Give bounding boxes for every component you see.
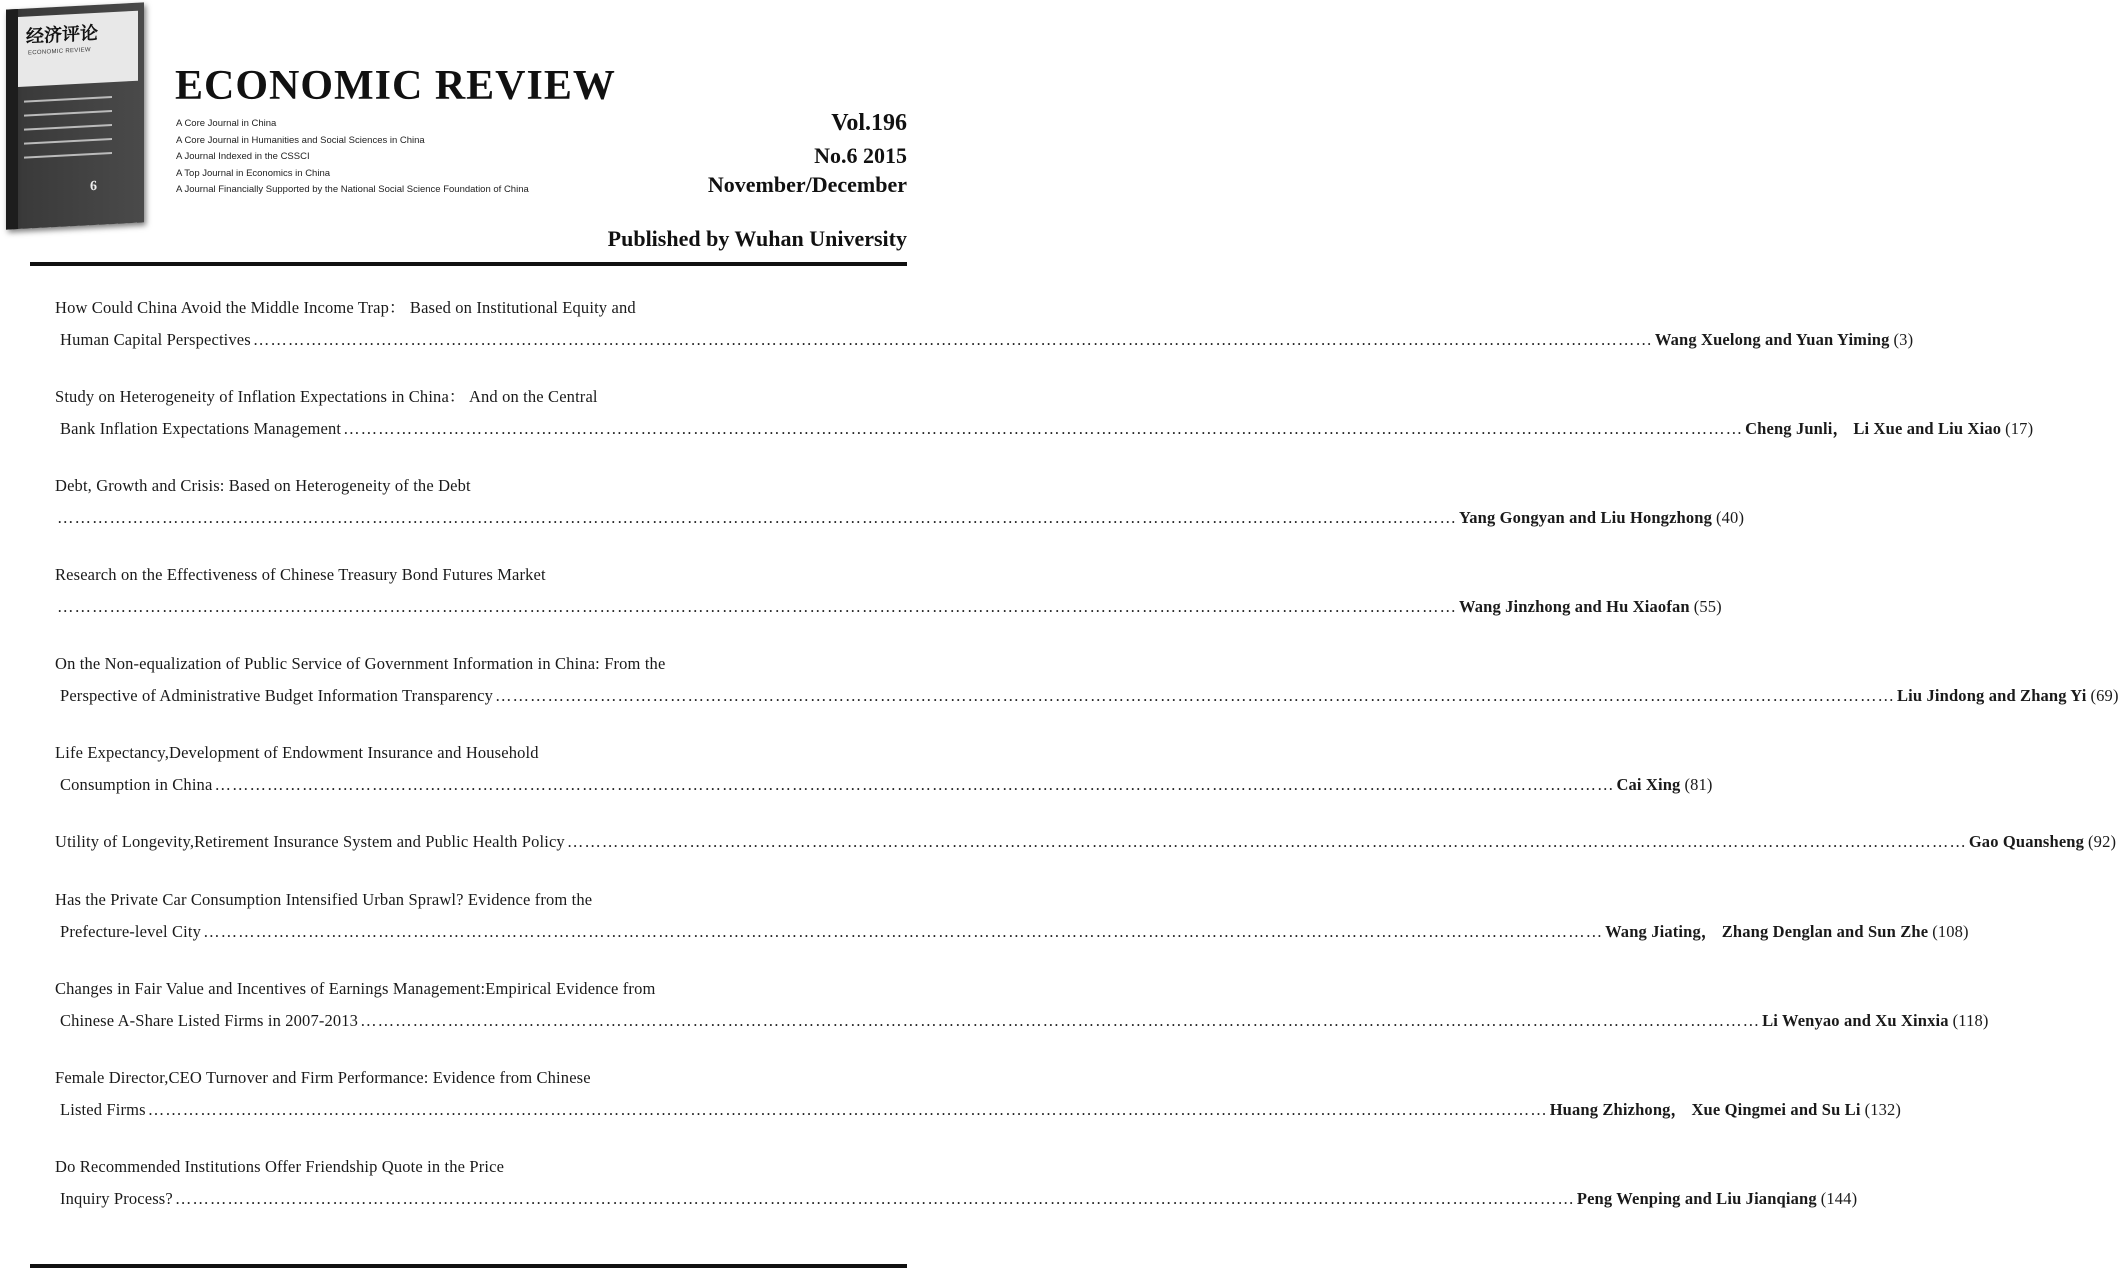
- page-number: (108): [1932, 922, 1969, 941]
- article-title-continued: Listed Firms: [60, 1100, 146, 1119]
- toc-entry-line: [55, 1094, 1902, 1126]
- toc-entry-line: [55, 1183, 1858, 1215]
- article-title: Do Recommended Institutions Offer Friendship Quote in the Price: [55, 1157, 505, 1176]
- article-authors: Wang Jiating， Zhang Denglan and Sun Zhe: [1605, 922, 1929, 941]
- cover-chinese-title: 经济评论: [26, 22, 98, 48]
- dot-leader: ……………………………………………………………………………………………………………………………………………………………………………………………………………………: [566, 832, 1967, 851]
- toc-entry-line: [55, 916, 1969, 948]
- article-authors: Wang Xuelong and Yuan Yiming: [1654, 330, 1890, 349]
- tagline: A Top Journal in Economics in China: [176, 167, 331, 179]
- page-number: (132): [1864, 1100, 1902, 1119]
- toc-entry-line: [55, 1005, 1989, 1037]
- article-title: Life Expectancy,Development of Endowment Insurance and Household: [55, 743, 539, 762]
- article-title-continued: Perspective of Administrative Budget Information Transparency: [60, 686, 494, 705]
- cover-title-panel: [18, 11, 138, 87]
- article-title-continued: Human Capital Perspectives: [60, 330, 251, 349]
- toc-entry[interactable]: [55, 973, 1989, 1062]
- article-title-continued: Prefecture-level City: [60, 922, 202, 941]
- article-authors: Liu Jindong and Zhang Yi: [1897, 686, 2087, 705]
- dot-leader: ……………………………………………………………………………………………………………………………………………………………………………………………………………………: [57, 597, 1457, 616]
- page-number: (144): [1820, 1189, 1858, 1208]
- cover-spine: [6, 9, 18, 230]
- toc-entry[interactable]: [55, 381, 2034, 470]
- toc-entry-line: [55, 413, 2034, 445]
- table-of-contents: [55, 292, 2119, 1240]
- toc-entry[interactable]: [55, 884, 1969, 973]
- tagline: A Journal Financially Supported by the National Social Science Foundation of China: [176, 184, 529, 195]
- top-divider: [30, 262, 907, 266]
- article-authors: Wang Jinzhong and Hu Xiaofan: [1459, 597, 1690, 616]
- article-title: Research on the Effectiveness of Chinese Treasury Bond Futures Market: [55, 565, 546, 584]
- bottom-divider: [30, 1264, 907, 1268]
- tagline: A Core Journal in China: [176, 118, 277, 129]
- article-authors: Peng Wenping and Liu Jianqiang: [1576, 1189, 1817, 1208]
- dot-leader: ……………………………………………………………………………………………………………………………………………………………………………………………………………………: [360, 1011, 1761, 1030]
- article-authors: Gao Quansheng: [1968, 832, 2085, 851]
- dot-leader: ……………………………………………………………………………………………………………………………………………………………………………………………………………………: [57, 508, 1457, 527]
- article-title-continued: Consumption in China: [60, 775, 213, 794]
- dot-leader: ……………………………………………………………………………………………………………………………………………………………………………………………………………………: [147, 1100, 1548, 1119]
- article-title: Debt, Growth and Crisis: Based on Heterogeneity of the Debt: [55, 476, 471, 495]
- cover-english-title: ECONOMIC REVIEW: [28, 47, 91, 57]
- page-number: (55): [1693, 597, 1722, 616]
- toc-entry-line: [55, 769, 1713, 801]
- toc-entry[interactable]: [55, 737, 1713, 826]
- tagline: A Journal Indexed in the CSSCI: [176, 151, 310, 162]
- toc-entry[interactable]: [55, 1151, 1858, 1240]
- journal-cover-image: [6, 2, 144, 229]
- article-title: Has the Private Car Consumption Intensified Urban Sprawl? Evidence from the: [55, 890, 593, 909]
- dot-leader: ……………………………………………………………………………………………………………………………………………………………………………………………………………………: [495, 686, 1896, 705]
- toc-entry[interactable]: [55, 826, 2117, 884]
- article-title: On the Non-equalization of Public Service of Government Information in China: From the: [55, 654, 666, 673]
- journal-title: ECONOMIC REVIEW: [175, 63, 616, 109]
- toc-entry-line: [55, 324, 1914, 356]
- toc-entry-line: [55, 502, 1745, 534]
- article-title-continued: Inquiry Process?: [60, 1189, 173, 1208]
- article-authors: Cheng Junli， Li Xue and Liu Xiao: [1745, 419, 2002, 438]
- page-number: (118): [1952, 1011, 1989, 1030]
- cover-contents-lines: [24, 95, 134, 171]
- page-number: (17): [2005, 419, 2034, 438]
- dot-leader: ……………………………………………………………………………………………………………………………………………………………………………………………………………………: [174, 1189, 1575, 1208]
- article-title-continued: Bank Inflation Expectations Management: [60, 419, 342, 438]
- toc-entry[interactable]: [55, 292, 1914, 381]
- issue-months: November/December: [707, 172, 907, 197]
- toc-entry-line: [55, 826, 2117, 858]
- toc-entry-line: [55, 591, 1722, 623]
- article-title: How Could China Avoid the Middle Income Trap： Based on Institutional Equity and: [55, 298, 636, 317]
- page-number: (92): [2088, 832, 2117, 851]
- journal-taglines: [176, 116, 529, 199]
- page-number: (81): [1684, 775, 1713, 794]
- issue-number: No.6 2015: [814, 143, 907, 168]
- toc-entry[interactable]: [55, 470, 1745, 559]
- dot-leader: ……………………………………………………………………………………………………………………………………………………………………………………………………………………: [214, 775, 1615, 794]
- article-title: Study on Heterogeneity of Inflation Expectations in China： And on the Central: [55, 387, 598, 406]
- article-title: Utility of Longevity,Retirement Insurance System and Public Health Policy: [55, 832, 565, 851]
- article-title: Changes in Fair Value and Incentives of Earnings Management:Empirical Evidence from: [55, 979, 656, 998]
- dot-leader: ……………………………………………………………………………………………………………………………………………………………………………………………………………………: [343, 419, 1744, 438]
- dot-leader: ……………………………………………………………………………………………………………………………………………………………………………………………………………………: [203, 922, 1604, 941]
- toc-entry[interactable]: [55, 559, 1722, 648]
- page-number: (3): [1893, 330, 1914, 349]
- publisher-line: Published by Wuhan University: [607, 226, 907, 251]
- toc-entry-line: [55, 680, 2119, 712]
- dot-leader: ……………………………………………………………………………………………………………………………………………………………………………………………………………………: [252, 330, 1653, 349]
- issue-info: [708, 106, 907, 198]
- toc-entry[interactable]: [55, 1062, 1902, 1151]
- page-number: (69): [2090, 686, 2119, 705]
- tagline: A Core Journal in Humanities and Social Sciences in China: [176, 134, 425, 146]
- article-title: Female Director,CEO Turnover and Firm Performance: Evidence from Chinese: [55, 1068, 591, 1087]
- article-title-continued: Chinese A-Share Listed Firms in 2007-2013: [60, 1011, 359, 1030]
- article-authors: Li Wenyao and Xu Xinxia: [1762, 1011, 1949, 1030]
- volume-number: Vol.196: [831, 110, 907, 136]
- cover-issue-mark: 6: [90, 178, 97, 195]
- toc-entry[interactable]: [55, 648, 2119, 737]
- article-authors: Cai Xing: [1616, 775, 1681, 794]
- article-authors: Yang Gongyan and Liu Hongzhong: [1459, 508, 1713, 527]
- article-authors: Huang Zhizhong， Xue Qingmei and Su Li: [1549, 1100, 1861, 1119]
- page-number: (40): [1716, 508, 1745, 527]
